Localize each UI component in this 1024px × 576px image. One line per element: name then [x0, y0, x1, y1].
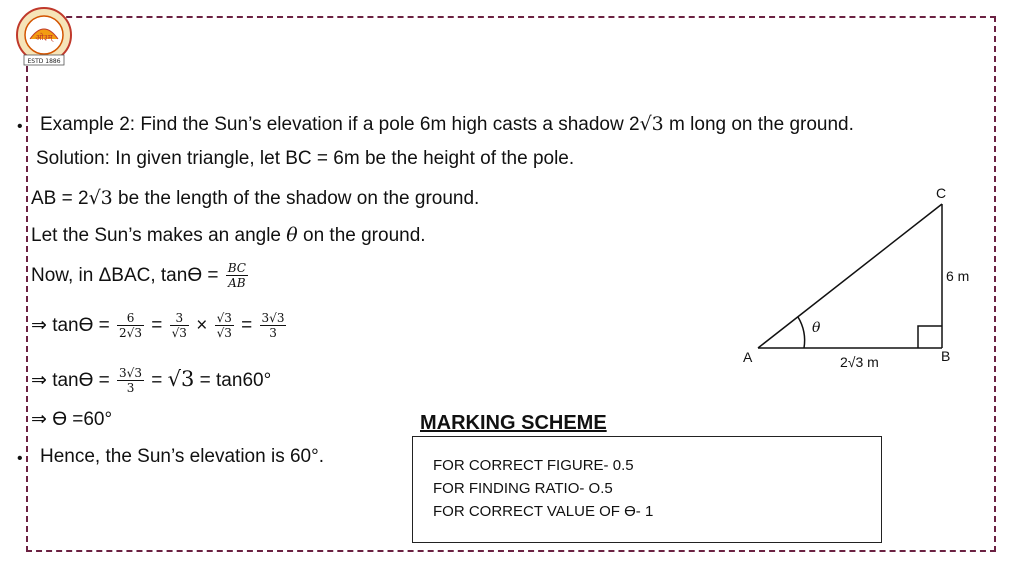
marking-scheme-title: MARKING SCHEME — [420, 412, 607, 434]
marking-item: FOR CORRECT VALUE OF ϴ- 1 — [433, 503, 654, 520]
vertex-a-label: A — [743, 349, 753, 365]
example-line: Example 2: Find the Sun’s elevation if a pole 6m high casts a shadow 2√3 m long on the ground. — [40, 113, 854, 135]
side-ab-label: 2√3 m — [840, 354, 879, 370]
logo-estd-text: ESTD 1886 — [27, 58, 61, 65]
svg-text:ओ३म्: ओ३म् — [35, 33, 53, 42]
now-line: Now, in ΔBAC, tanϴ = $\frac{BC}{AB}$ — [31, 261, 246, 291]
ab-line: AB = 2√3 be the length of the shadow on the ground. — [31, 187, 480, 209]
angle-theta-label: θ — [812, 320, 821, 336]
bullet-icon: • — [17, 450, 23, 467]
vertex-b-label: B — [941, 348, 951, 364]
marking-scheme-box — [412, 436, 882, 543]
school-logo — [8, 5, 80, 69]
angle-line: Let the Sun’s makes an angle θ on the ground. — [31, 224, 426, 246]
right-angle-mark — [918, 326, 942, 348]
bullet-icon: • — [17, 118, 23, 135]
vertex-c-label: C — [936, 185, 947, 201]
solution-line: Solution: In given triangle, let BC = 6m be the height of the pole. — [36, 148, 575, 169]
step2-line: ⇒ tanϴ = $\frac{3√3}{3}$ = √3 = tan60° — [31, 366, 272, 396]
marking-item: FOR CORRECT FIGURE- 0.5 — [433, 457, 634, 474]
step1-line: ⇒ tanϴ = $\frac{6}{2√3}$ = $\frac{3}{√3}$ × $\frac{√3}{√3}$ = $\frac{3√3}{3}$ — [31, 311, 285, 341]
marking-item: FOR FINDING RATIO- O.5 — [433, 480, 613, 497]
side-bc-label: 6 m — [946, 268, 970, 284]
conclusion-line: Hence, the Sun’s elevation is 60°. — [40, 446, 324, 467]
side-ac — [758, 204, 942, 348]
angle-arc — [798, 317, 805, 348]
step3-line: ⇒ ϴ =60° — [31, 409, 113, 430]
